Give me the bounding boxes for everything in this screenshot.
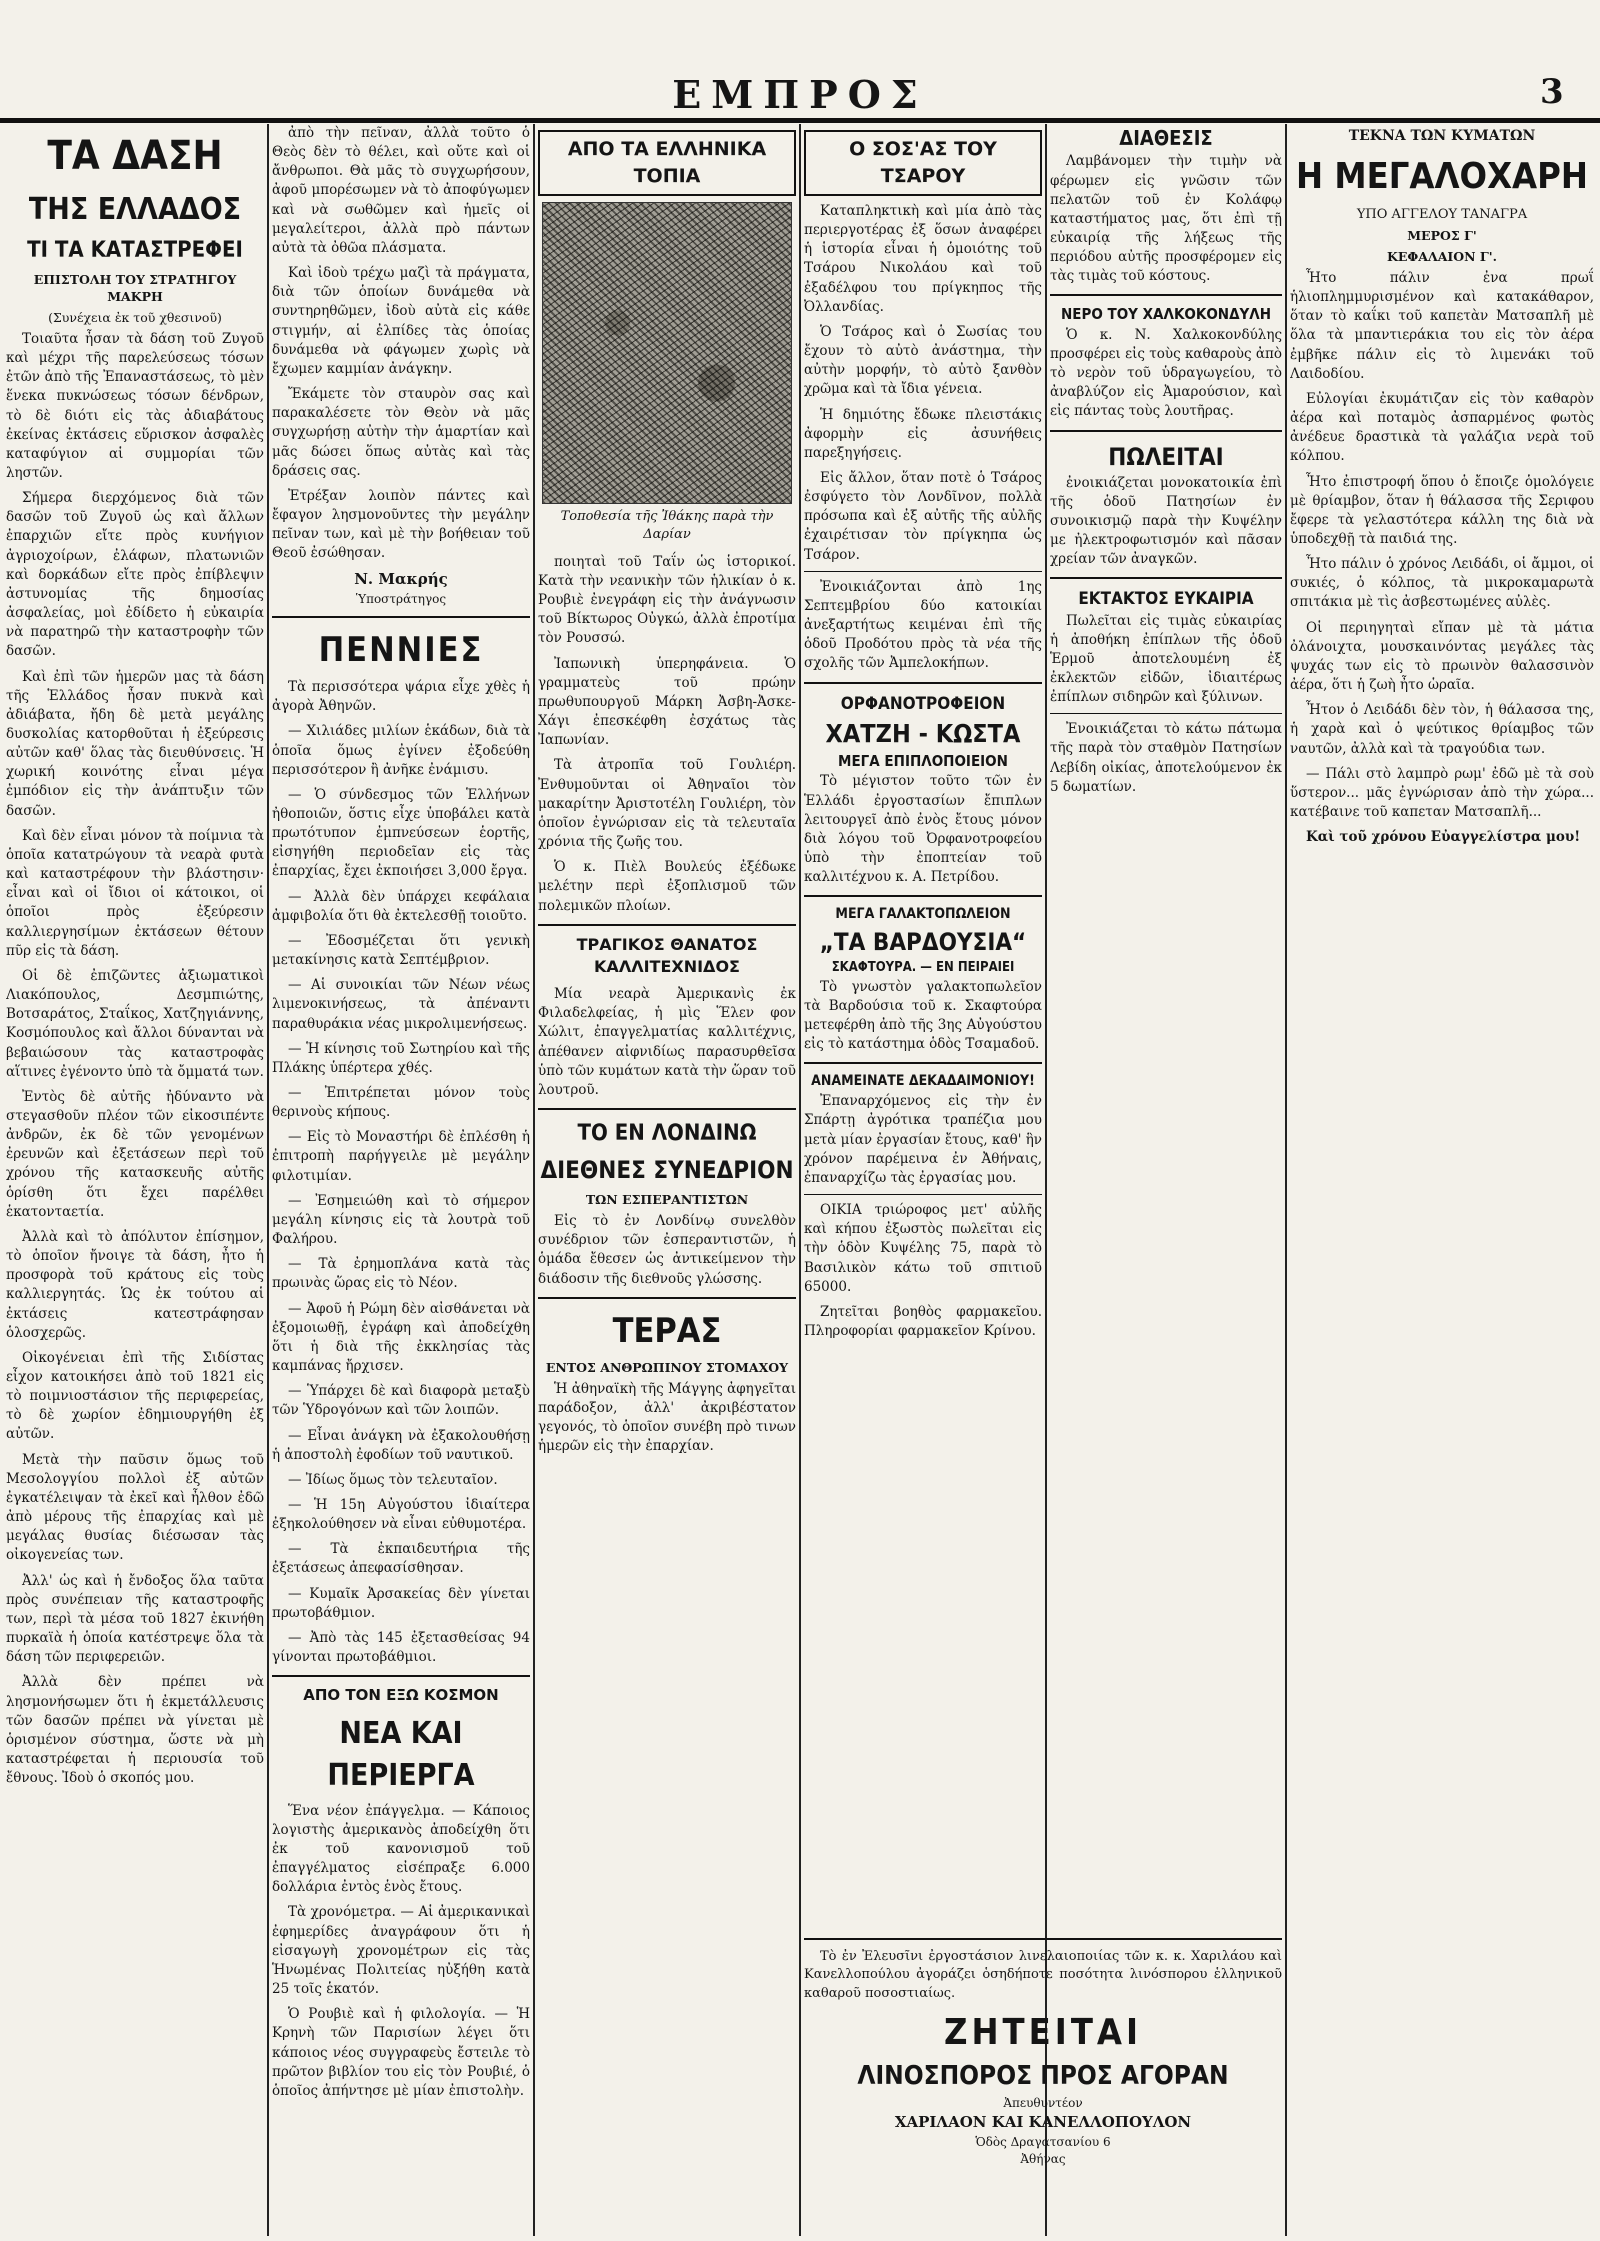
paragraph: Μετὰ τὴν παῦσιν ὅμως τοῦ Μεσολογγίου πολλοὶ ἐξ αὐτῶν ἐγκατέλειψαν τὰ ἐκεῖ καὶ ἦλθον ἐδῶ ἀπὸ μέρους τῆς ἐπαρχίας καὶ μὲ μεγάλας θυσίας διέσωσαν τὰς οἰκογενείας των. (6, 1451, 264, 1564)
section-rule (804, 682, 1042, 684)
penny-item: — Ἀλλὰ δὲν ὑπάρχει κεφάλαια ἀμφιβολία ὅτι θὰ ἐκτελεσθῇ τοιοῦτο. (272, 888, 530, 924)
paragraph: Ἦτο πάλιν ὁ χρόνος Λειδάδι, οἱ ἄμμοι, οἱ συκιές, ὁ κόλπος, τὰ μικροκαμαρωτὰ σπιτάκια μὲ τὶς ἀσβεστωμένες αὐλὲς. (1290, 556, 1594, 611)
paragraph: Πωλεῖται εἰς τιμὰς εὐκαιρίας ἡ ἀποθήκη ἐπίπλων τῆς ὁδοῦ Ἑρμοῦ ἀποτελουμένη ἐξ ἐκλεκτῶν εἰδῶν, ἰδιαιτέρως ἐπίπλων σιδηρῶν καὶ ξύλινων. (1050, 612, 1282, 706)
section-rule (1050, 713, 1282, 714)
ad-company: ΧΑΡΙΛΑΟΝ ΚΑΙ ΚΑΝΕΛΛΟΠΟΥΛΟΝ (894, 2113, 1192, 2132)
landscape-photo (542, 202, 792, 504)
paragraph: Ἀλλὰ δὲν πρέπει νὰ λησμονήσωμεν ὅτι ἡ ἐκμετάλλευσις τῶν δασῶν πρέπει νὰ γίνεται μὲ ὁρισμένον σύστημα, ὥστε νὰ μὴ καταστρέφεται ἡ περιουσία τοῦ ἔθνους. Ἰδοὺ ὁ σκοπός μου. (6, 1674, 264, 1787)
section-title-news: ΝΕΑ ΚΑΙ ΠΕΡΙΕΡΓΑ (327, 1715, 475, 1794)
paragraph: Τὰ ἀτροπῖα τοῦ Γουλιέρη. Ἐνθυμοῦνται οἱ Ἀθηναῖοι τὸν μακαρίτην Ἀριστοτέλη Γουλιέρη, τὸν ὁποῖον ἐγνώρισαν εἰς τὰ τελευταῖα χρόνια τῆς ζωῆς του. (538, 757, 796, 851)
paragraph: Ὁ κ. Πιὲλ Βουλεύς ἐξέδωκε μελέτην περὶ ἐξοπλισμοῦ τῶν πολεμικῶν πλοίων. (538, 859, 796, 914)
serial-author: ΥΠΟ ΑΓΓΕΛΟΥ ΤΑΝΑΓΡΑ (1356, 206, 1528, 222)
headline-tragic-death: ΤΡΑΓΙΚΟΣ ΘΑΝΑΤΟΣ ΚΑΛΛΙΤΕΧΝΙΔΟΣ (576, 934, 758, 977)
penny-item: — Ἀφοῦ ἡ Ρώμη δὲν αἰσθάνεται νὰ ἐξομοιωθῇ, ἐγράφη καὶ ἀποδείχθη ὅτι ἡ διὰ τῆς ἐκκλησίας τὰς καμπάνας ἤρχισεν. (272, 1300, 530, 1375)
penny-item: — Ἰδίως ὅμως τὸν τελευταῖον. (288, 1471, 498, 1488)
masthead-rule (0, 118, 1600, 123)
column-serial-novel (1290, 124, 1594, 2236)
ad-street: Ὁδὸς Δραγατσανίου 6 (975, 2134, 1111, 2149)
paragraph: Ἦτο ἐπιστροφή ὅπου ὁ ἔποιζε ὁμολόγειε μὲ θρίαμβον, ὅταν ἡ θάλασσα τῆς Σεριφου ἔφερε τὰ γελαστότερα κάλλη της διὰ νὰ ὑποδεχθῇ τὰ παιδιά της. (1290, 473, 1594, 547)
paragraph: Εἰς τὸ ἐν Λονδίνῳ συνελθὸν συνέδριον τῶν ἐσπεραντιστῶν, ἡ ὁμάδα ἔθεσεν ὡς ἀντικείμενον τὴν διάδοσιν τῆς διεθνοῦς γλώσσης. (538, 1213, 796, 1287)
column-forests (6, 124, 264, 2236)
column-divider (799, 124, 801, 2236)
penny-item: — Εἰς τὸ Μοναστήρι δὲ ἐπλέσθη ἡ ἐπιτροπὴ παρήγγειλε μὲ μεγάλην φιλοτιμίαν. (272, 1129, 530, 1184)
paragraph: Μία νεαρὰ Ἀμερικανὶς ἐκ Φιλαδελφείας, ἡ μὶς Ἕλεν φον Χώλιτ, ἐπαγγελματίας καλλιτέχνις, ἀπέθανεν αἰφνιδίως παρασυρθεῖσα ὑπὸ τῶν κυμάτων κατὰ τὴν ὥραν τοῦ λουτροῦ. (538, 986, 796, 1098)
paragraph: Καὶ δὲν εἶναι μόνον τὰ ποίμνια τὰ ὁποῖα κατατρώγουν τὰ νεαρὰ φυτὰ καὶ καταστρέφουν τὴν βλάστησιν· εἶναι καὶ οἱ ἴδιοι οἱ κάτοικοι, οἱ ὁποῖοι πρὸς ἐξεύρεσιν καλλιεργησίμων ἐκτάσεων θέτουν πῦρ εἰς τὰ δάση. (6, 827, 264, 959)
paragraph: ἀπὸ τὴν πεῖναν, ἀλλὰ τοῦτο ὁ Θεὸς δὲν τὸ θέλει, καὶ οὔτε καὶ οἱ ἄνθρωποι. Θὰ μᾶς τὸ συγχωρήσουν, ἀφοῦ μπορέσωμεν νὰ τὸ ἀποφύγωμεν καὶ νὰ σωθῶμεν καὶ ἡμεῖς οἱ μεγαλείτεροι, ἀλλὰ πρὸ πάντων αὐτὰ τὰ ὀθῶα πλάσματα. (272, 125, 530, 256)
ad-city: Ἀθήνας (1020, 2151, 1066, 2166)
ad-title-wait: ΑΝΑΜΕΙΝΑΤΕ ΔΕΚΑΔΑΙΜΟΝΙΟΥ! (811, 1073, 1035, 1090)
penny-item: — Ἐσημειώθη καὶ τὸ σήμερον μεγάλη κίνησις εἰς τὰ λουτρὰ τοῦ Φαλήρου. (272, 1192, 530, 1248)
masthead-title: ΕΜΠΡΟΣ (672, 72, 928, 117)
section-rule (272, 616, 530, 618)
paragraph: Σήμερα διερχόμενος διὰ τῶν δασῶν τοῦ Ζυγοῦ ὡς καὶ ἄλλων ἐπαρχιῶν εἴτε πρὸς κυνήγιον ἀγριοχοίρων, ἐλάφων, πλατωνιῶν καὶ δορκάδων εἴτε πρὸς ἐπίβλεψιν ἀστυνομίας τῆς δημοσίας ἀσφαλείας, μοὶ ἐδίδετο ἡ εὐκαιρία νὰ παρατηρῶ τὴν καταστροφὴν τῶν δασῶν. (6, 490, 264, 660)
paragraph: Οἰκογένειαι ἐπὶ τῆς Σιδίστας εἶχον κατοικήσει ἀπὸ τοῦ 1821 εἰς τὸ ποιμνιοστάσιον τῆς περιφερείας, τὸ δὲ χωρίον ἐδημιουργήθη ἐξ αὐτῶν. (6, 1349, 264, 1443)
section-rule (538, 1108, 796, 1110)
penny-item: — Ἐπιτρέπεται μόνον τοὺς θερινοὺς κήπους. (272, 1085, 530, 1121)
section-rule (272, 1675, 530, 1677)
paragraph: Ζητεῖται βοηθὸς φαρμακεῖου. Πληροφορίαι φαρμακεῖον Κρίνου. (804, 1303, 1042, 1340)
paragraph: Καταπληκτικὴ καὶ μία ἀπὸ τὰς περιεργοτέρας ἐξ ὅσων ἀναφέρει ἡ ἱστορία εἶναι ἡ ὁμοιότης τοῦ Τσάρου Νικολάου καὶ τοῦ ἐξαδέλφου του πρίγκηπος τῆς Ὀλλανδίας. (804, 202, 1042, 315)
news-item: Ὁ Ρουβιὲ καὶ ἡ φιλολογία. — Ἡ Κρηνὴ τῶν Παρισίων λέγει ὅτι κάποιος νέος συγγραφεὺς ἔστειλε τὸ πρῶτον βιβλίον του εἰς τὸν Ρουβιέ, ὁ ὁποῖος ἀπήντησε μὲ μίαν ἐπιστολὴν. (272, 2006, 530, 2099)
paragraph: Ἦτο πάλιν ἐνα πρωΐ ἡλιοπλημμυρισμένον καὶ κατακάθαρον, ὅταν τὸ καΐκι τοῦ καπετὰν Ματσαπλῆ μὲ ὅλα τὰ μπαντιεράκια του εἰς τὸν ἀέρα ἐμβῆκε πάλιν εἰς τὸ λιμενάκι τοῦ Λαιδοδίου. (1290, 269, 1594, 382)
news-item: Τὰ χρονόμετρα. — Αἱ ἀμερικανικαὶ ἐφημερίδες ἀναγράφουν ὅτι ἡ εἰσαγωγὴ χρονομέτρων εἰς τὰς Ἡνωμένας Πολιτείας ηὐξήθη κατὰ 25 τοῖς ἑκατόν. (272, 1904, 530, 1998)
headline-esperantists: ΤΩΝ ΕΣΠΕΡΑΝΤΙΣΤΩΝ (585, 1192, 749, 1208)
ad-banner-wanted: ΖΗΤΕΙΤΑΙ (943, 2012, 1143, 2054)
paragraph: Ἐτρέξαν λοιπὸν πάντες καὶ ἔφαγον λησμονοῦντες τὴν μεγάλην πεῖναν των, καὶ μὲ τὴν βοήθειαν τοῦ Θεοῦ ἐσώθησαν. (272, 487, 530, 562)
paragraph: Ἐπαναρχόμενος εἰς τὴν ἐν Σπάρτῃ ἀγρότικα τραπέζια μου μετὰ μίαν ἐργασίαν ἔτους, καθ' ἣν χρόνον παρέμεινα ἐν Ἀθήναις, ἐπαναρχίζω τὰς ἐργασίας μου. (804, 1093, 1042, 1186)
ad-title-water: ΝΕΡΟ ΤΟΥ ΧΑΛΚΟΚΟΝΔΥΛΗ (1060, 305, 1272, 324)
headline-congress: ΔΙΕΘΝΕΣ ΣΥΝΕΔΡΙΟΝ (540, 1156, 794, 1185)
section-rule (804, 895, 1042, 897)
paragraph: Τοιαῦτα ἦσαν τὰ δάση τοῦ Ζυγοῦ καὶ μέχρι τῆς παρελεύσεως τόσων ἐτῶν ἀπὸ τῆς Ἐπαναστάσεως, τὸ μὲν ἕνεκα πυκνώσεως τόσων δένδρων, τὸ δὲ διότι εἰς τὰς ἀδιαβάτους ἐκείνας ἐκτάσεις εὕρισκον ἀσφαλὲς καταφύγιον αἱ συμμορίαι τῶν ληστῶν. (6, 330, 264, 481)
ad-banner-linseed: ΛΙΝΟΣΠΟΡΟΣ ΠΡΟΣ ΑΓΟΡΑΝ (857, 2061, 1229, 2092)
penny-item: — Ἡ κίνησις τοῦ Σωτηρίου καὶ τῆς Πλάκης ὑπέρτερα χθές. (272, 1040, 530, 1076)
ad-title-sale: ΠΩΛΕΙΤΑΙ (1108, 442, 1224, 471)
penny-item: — Ἀπὸ τὰς 145 ἐξετασθείσας 94 γίνονται πρωτοβάθμιοι. (272, 1629, 530, 1666)
penny-item: — Εἶναι ἀνάγκη νὰ ἐξακολουθήσῃ ἡ ἀποστολὴ ἐφοδίων τοῦ ναυτικοῦ. (272, 1427, 530, 1463)
announcement: Ἐνοικιάζονται ἀπὸ 1ης Σεπτεμβρίου δύο κατοικίαι ἀνεξαρτήτως κειμέναι ἐπὶ τῆς ὁδοῦ Προδότου πρὸς τὰ νέα τῆς σχολῆς τῶν Ἀμπελοκήπων. (804, 578, 1042, 672)
paragraph: Καὶ τοῦ χρόνου Εὐαγγελίστρα μου! (1306, 829, 1581, 846)
section-header-tsar: Ο ΣΟΣ'ΑΣ ΤΟΥ ΤΣΑΡΟΥ (804, 130, 1042, 196)
ad-linseed-text: Τὸ ἐν Ἐλευσῖνι ἐργοστάσιον λινελαιοποιίας τῶν κ. κ. Χαριλάου καὶ Κανελλοπούλου ἀγοράζει ὁσηδήποτε ποσότητα λινόσπορου ἑλληνικοῦ καθαροῦ ποσοστιαίως. (804, 1949, 1282, 2001)
paragraph: Εὐλογίαι ἐκυμάτιζαν εἰς τὸν καθαρὸν ἀέρα καὶ ποταμὸς ἀσπαρμένος φωτὸς ἀνέδευε δραστικὰ τὰ γαλάζια νερὰ τοῦ κόλπου. (1290, 390, 1594, 465)
ad-title-orphanage: ΟΡΦΑΝΟΤΡΟΦΕΙΟΝ (840, 693, 1006, 714)
column-pennies (272, 124, 530, 2236)
ad-title-opportunity: ΕΚΤΑΚΤΟΣ ΕΥΚΑΙΡΙΑ (1078, 589, 1254, 610)
paragraph: Εἰς ἄλλον, ὅταν ποτὲ ὁ Τσάρος ἐσφύγετο τὸν Λονδῖνον, πολλὰ πρόσωπα καὶ ἐξ αὐτῆς τῆς αὐλῆς ἐχαιρέτισαν τὸν πρίγκηπα ὡς Τσάρον. (804, 469, 1042, 563)
paragraph: Ἔκάμετε τὸν σταυρὸν σας καὶ παρακαλέσετε τὸν Θεὸν νὰ μᾶς συγχωρήσῃ αὐτὴν τὴν ἁμαρτίαν καὶ μᾶς δώσει ὅπως αὐτὰς καὶ τὰς δράσεις σας. (272, 386, 530, 479)
section-rule (538, 1297, 796, 1299)
section-rule (1050, 577, 1282, 579)
section-rule (1050, 294, 1282, 296)
ad-title-vardousia: „ΤΑ ΒΑΡΔΟΥΣΙΑ“ (819, 928, 1027, 957)
paragraph: Ὁ Τσάρος καὶ ὁ Σωσίας του ἔχουν τὸ αὐτὸ ἀνάστημα, τὴν αὐτὴν μορφήν, τὸ αὐτὸ ξανθὸν χρῶμα καὶ τὰ ἴδια γένεια. (804, 323, 1042, 398)
paragraph: Τὸ μέγιστον τοῦτο τῶν ἐν Ἑλλάδι ἐργοστασίων ἔπιπλων λειτουργεῖ ἀπὸ ἐνὸς ἔτους μόνον διὰ λόγου τοῦ Ὀρφανοτροφείου ὑπὸ τὴν ἐποπτείαν τοῦ καλλιτέχνου κ. Α. Πετρίδου. (804, 773, 1042, 886)
serial-title: Η ΜΕΓΑΛΟΧΑΡΗ (1296, 155, 1588, 197)
penny-item: — Τὰ ἐρημοπλάνα κατὰ τὰς πρωινὰς ὥρας εἰς τὸ Νέον. (272, 1256, 530, 1292)
subhead-letter: ΕΠΙΣΤΟΛΗ ΤΟΥ ΣΤΡΑΤΗΓΟΥ ΜΑΚΡΗ (33, 271, 237, 305)
section-rule (804, 1938, 1282, 1940)
paragraph: Ἀλλ' ὡς καὶ ἡ ἔνδοξος ὅλα ταῦτα πρὸς συνέπειαν τῆς καταστροφῆς των, περὶ τὰ μέσα τοῦ 1827 ἐκινήθη πυρκαϊὰ ἡ ὁποία κατέστρεψε ὅλα τὰ δάση τῶν περιφερειῶν. (6, 1572, 264, 1666)
paragraph: Οἱ δὲ ἐπιζῶντες ἀξιωματικοὶ Λιακόπουλος, Δεσμπιώτης, Βοτσαράτος, Σταΐκος, Χατζηγιάννης, Κοσμόπουλος καὶ ἄλλοι δύνανται νὰ βεβαιώσουν τὰς καταστροφὰς αἵτινες ἐγένοντο ὑπὸ τὰ ὄμματά των. (6, 967, 264, 1080)
photo-caption: Τοποθεσία τῆς Ἰθάκης παρὰ τὴν Δαρίαν (560, 508, 774, 543)
paragraph: Ὁ κ. Ν. Χαλκοκονδύλης προσφέρει εἰς τοὺς καθαροὺς ἀπὸ τὸ νερὸν τοῦ ὑδραγωγείου, τὸ ἀναβλύζον εἰς Ἀμαρούσιον, καὶ εἰς πάντας τοὺς λουτῆρας. (1050, 326, 1282, 420)
column-landscapes (538, 124, 796, 2236)
ad-linseed (804, 1930, 1282, 2168)
serial-kicker: ΤΕΚΝΑ ΤΩΝ ΚΥΜΑΤΩΝ (1348, 128, 1536, 144)
paragraph: Οἱ περιηγηταὶ εἴπαν μὲ τὰ μάτια ὀλάνοιχτα, μουσκαινόντας μεγάλες τὰς ψυχάς των εἰς τὸ πρωινὸν θαλασσινὸν ἀέρα, ὅτι ἡ ζωὴ ἦτο ὡραῖα. (1290, 619, 1594, 694)
ad-title-furniture: ΜΕΓΑ ΕΠΙΠΛΟΠΟΙΕΙΟΝ (838, 752, 1008, 771)
headline-london: ΤΟ ΕΝ ΛΟΝΔΙΝΩ (577, 1121, 757, 1147)
ad-title-dairy: ΜΕΓΑ ΓΑΛΑΚΤΟΠΩΛΕΙΟΝ (835, 906, 1011, 923)
continued-note: (Συνέχεια ἐκ τοῦ χθεσινοῦ) (48, 310, 222, 326)
penny-item: — Ὁ σύνδεσμος τῶν Ἑλλήνων ἠθοποιῶν, ὅστις εἶχε ὑποβάλει κατὰ πρωτότυπον ἐμπνεύσεων ἑορτῆς, εἰσηγήθη περιοδεῖαν εἰς τὰς ἐπαρχίας, ἔχει ἐκποιήσει 3,000 ἔργα. (272, 786, 530, 880)
penny-item: — Τὰ ἐκπαιδευτήρια τῆς ἐξετάσεως ἀπεφασίσθησαν. (272, 1541, 530, 1577)
paragraph: Ἰαπωνικὴ ὑπερηφάνεια. Ὁ γραμματεὺς τοῦ πρώην πρωθυπουργοῦ Μάρκη Ἀσβη-Ἀσκε-Χάγι ἐπεσκέφθη ἐσχάτως τὰς Ἰαπωνίαν. (538, 655, 796, 749)
paragraph: ΟΙΚΙΑ τριώροφος μετ' αὐλῆς καὶ κήπου ἐξωστὸς πωλεῖται εἰς τὴν ὁδὸν Κυψέλης 75, παρὰ τὸ Βασιλικὸν κάτω τοῦ σπιτιοῦ 65000. (804, 1202, 1042, 1295)
ad-address-label: Ἀπευθυντέον (1003, 2096, 1083, 2111)
paragraph: ποιηταὶ τοῦ Ταΐν ὡς ἱστορικοί. Κατὰ τὴν νεανικὴν τῶν ἡλικίαν ὁ κ. Ρουβιὲ ἐνεγράφη εἰς τὴν ἀνάγνωσιν τοῦ Βίκτωρος Οὐγκώ, ἀλλὰ ἐπροτίμα τὸν Ρουσσώ. (538, 553, 796, 647)
section-rule (804, 1194, 1042, 1195)
paragraph: Λαμβάνομεν τὴν τιμὴν νὰ φέρωμεν εἰς γνῶσιν τῶν πελατῶν τοῦ ἐν Κολάφῳ καταστήματος μας, ὅτι ἐπὶ τῇ εὐκαιρίᾳ τῆς λήξεως τῆς περιόδου αὐτῆς προσφέρομεν εἰς τὰς τιμὰς τοῦ κόστους. (1050, 153, 1282, 285)
headline-stomach: ΕΝΤΟΣ ΑΝΘΡΩΠΙΝΟΥ ΣΤΟΜΑΧΟΥ (545, 1359, 789, 1375)
headline-greece: ΤΗΣ ΕΛΛΑΔΟΣ (28, 191, 242, 227)
masthead (0, 0, 1600, 118)
paragraph: Ἐντὸς δὲ αὐτῆς ἠδύναντο νὰ στεγασθοῦν πλέον τῶν εἰκοσιπέντε ἀνδρῶν, ἐκ δὲ τῶν γενομένων ἐρευνῶν καὶ ἐξετάσεων περὶ τοῦ χρόνου τῆς κατασκευῆς αὐτῆς ὁρίσθη ὅτι ἔχει παρέλθει ἑκατονταετία. (6, 1088, 264, 1220)
penny-item: — Κυμαῖκ Ἀρσακείας δὲν γίνεται πρωτοβάθμιον. (272, 1585, 530, 1621)
penny-item: Τὰ περισσότερα ψάρια εἶχε χθὲς ἡ ἀγορὰ Ἀθηνῶν. (272, 679, 530, 715)
column-divider (1045, 124, 1047, 2236)
paragraph: ἐνοικιάζεται μονοκατοικία ἐπὶ τῆς ὁδοῦ Πατησίων ἐν συνοικισμῷ παρὰ τὴν Κυψέλην με ἠλεκτροφωτισμόν καὶ πᾶσαν χρείαν τῶν ἀναγκῶν. (1050, 474, 1282, 568)
column-tsar (804, 124, 1042, 1920)
section-rule (804, 571, 1042, 572)
section-rule (538, 924, 796, 926)
penny-item: — Αἱ συνοικίαι τῶν Νέων νέως λιμενοκινήσεως, τὰ ἀπέναντι παραθυράκια νέας μικρολιμενήσεως. (272, 977, 530, 1032)
column-classifieds (1050, 124, 1282, 1920)
section-rule (1050, 430, 1282, 432)
penny-item: — Ἐδοσμέζεται ὅτι γενικὴ μετακίνησις κατὰ Σεπτέμβριον. (272, 932, 530, 969)
headline-forests: ΤΑ ΔΑΣΗ (47, 133, 223, 179)
ad-title-announcement: ΔΙΑΘΕΣΙΣ (1119, 126, 1213, 150)
paragraph: Καὶ ἐπὶ τῶν ἡμερῶν μας τὰ δάση τῆς Ἑλλάδος ἦσαν πυκνὰ καὶ ἀδιάβατα, ἤδη δὲ μετὰ μεγάλης δυσκολίας κατορθοῦται ἡ ἐξεύρεσις αὐτῶν καθ' ὅλας τὰς διευθύνσεις. Ἡ χωρική κοινότης εἶναι μέγα ἐμπόδιον εἰς τὴν ἀνάπτυξιν τῶν δασῶν. (6, 668, 264, 819)
section-rule (804, 1062, 1042, 1064)
section-title-pennies: ΠΕΝΝΙΕΣ (318, 629, 484, 670)
paragraph: Καὶ ἰδοὺ τρέχω μαζὶ τὰ πράγματα, διὰ τῶν ὁποίων δυνάμεθα νὰ συντηρηθῶμεν, ἰδοὺ αὐτὰ εἰς κάθε στιγμήν, αἱ ἐλπίδες τὰς ὁποίας δυνάμεθα νὰ φάγωμεν χωρὶς νὰ ἔχωμεν καμμίαν ἀνάγκην. (272, 265, 530, 377)
paragraph: Ἡ δημιότης ἔδωκε πλειστάκις ἀφορμὴν εἰς ἀσυνήθεις παρεξηγήσεις. (804, 406, 1042, 461)
headline-monster: ΤΕΡΑΣ (612, 1310, 722, 1351)
serial-part: ΜΕΡΟΣ Γ' (1407, 228, 1477, 244)
paragraph: Ἀλλὰ καὶ τὸ ἀπόλυτον ἐπίσημον, τὸ ὁποῖον ἤνοιγε τὰ δάση, ἦτο ἡ προσφορὰ τοῦ κράτους εἰς τοὺς καλλιεργητάς. Ὡς ἐκ τούτου αἱ ἐκτάσεις κατεστράφησαν ὁλοσχερῶς. (6, 1228, 264, 1341)
headline-destroys: ΤΙ ΤΑ ΚΑΤΑΣΤΡΕΦΕΙ (27, 238, 243, 264)
column-divider (1285, 124, 1287, 2236)
author-role: Ὑποστράτηγος (355, 591, 447, 606)
penny-item: — Χιλιάδες μιλίων ἑκάδων, διὰ τὰ ὁποῖα ὅμως ἐγίνεν ἐξοδεύθη περισσότερον ἢ ἀνῆκε ἐνάμισυ. (272, 723, 530, 778)
section-header-landscapes: ΑΠΟ ΤΑ ΕΛΛΗΝΙΚΑ ΤΟΠΙΑ (538, 130, 796, 196)
column-divider (533, 124, 535, 2236)
paragraph: Ἦτον ὁ Λειδάδι δὲν τὸν, ἡ θάλασσα της, ἡ χαρὰ καὶ ὁ ψεύτικος θρίαμβος τῶν ναυτῶν, ἀλλὰ καὶ τὰ τραγούδια των. (1290, 702, 1594, 757)
ad-title-hatzi-kosta: ΧΑΤΖΗ - ΚΩΣΤΑ (825, 718, 1021, 748)
penny-item: — Ἡ 15η Αὐγούστου ἰδιαίτερα ἐξηκολούθησεν νὰ εἶναι εὐθυμοτέρα. (272, 1496, 530, 1533)
paragraph: Ἡ ἀθηναϊκὴ τῆς Μάγγης ἀφηγεῖται παράδοξον, ἀλλ' ἀκριβέστατον γεγονός, τὸ ὁποῖον συνέβη πρὸ τινων ἡμερῶν εἰς τὴν ἐπαρχίαν. (538, 1380, 796, 1455)
author-signature: Ν. Μακρής (354, 570, 448, 589)
news-item: Ἕνα νέον ἐπάγγελμα. — Κάποιος λογιστὴς ἀμερικανὸς ἀποδείχθη ὅτι ἐκ τοῦ κανονισμοῦ τοῦ ἐπαγγέλματος εἰσέπραξε 6.000 δολλάρια ἐντὸς ἑνὸς ἔτους. (272, 1802, 530, 1896)
paragraph: Ἐνοικιάζεται τὸ κάτω πάτωμα τῆς παρὰ τὸν σταθμὸν Πατησίων Λεβίδη οἰκίας, ἀποτελούμενον ἐκ 5 δωματίων. (1050, 721, 1282, 795)
paragraph: Τὸ γνωστὸν γαλακτοπωλεῖον τὰ Βαρδούσια τοῦ κ. Σκαφτούρα μετεφέρθη ἀπὸ τῆς 3ης Αὐγούστου εἰς τὸ κατάστημα ὁδὸς Τσαμαδοῦ. (804, 978, 1042, 1053)
column-divider (267, 124, 269, 2236)
penny-item: — Ὑπάρχει δὲ καὶ διαφορὰ μεταξὺ τῶν Ὑδρογόνων καὶ τῶν λοιπῶν. (272, 1383, 530, 1419)
page-number: 3 (1540, 72, 1564, 112)
paragraph: — Πάλι στὸ λαμπρὸ ρωμ' ἐδῶ μὲ τὰ σοὺ ὕστερον... μᾶς ἐγνώρισαν ἀπὸ τὴν χώρα... κατέβαινε τοῦ καπεταν Ματσαπλῆ... (1290, 765, 1594, 820)
section-kicker-world: ΑΠΟ ΤΟΝ ΕΞΩ ΚΟΣΜΟΝ (303, 1686, 499, 1705)
serial-chapter: ΚΕΦΑΛΑΙΟΝ Γ'. (1387, 249, 1497, 265)
ad-title-piraeus: ΣΚΑΦΤΟΥΡΑ. — ΕΝ ΠΕΙΡΑΙΕΙ (831, 960, 1015, 976)
